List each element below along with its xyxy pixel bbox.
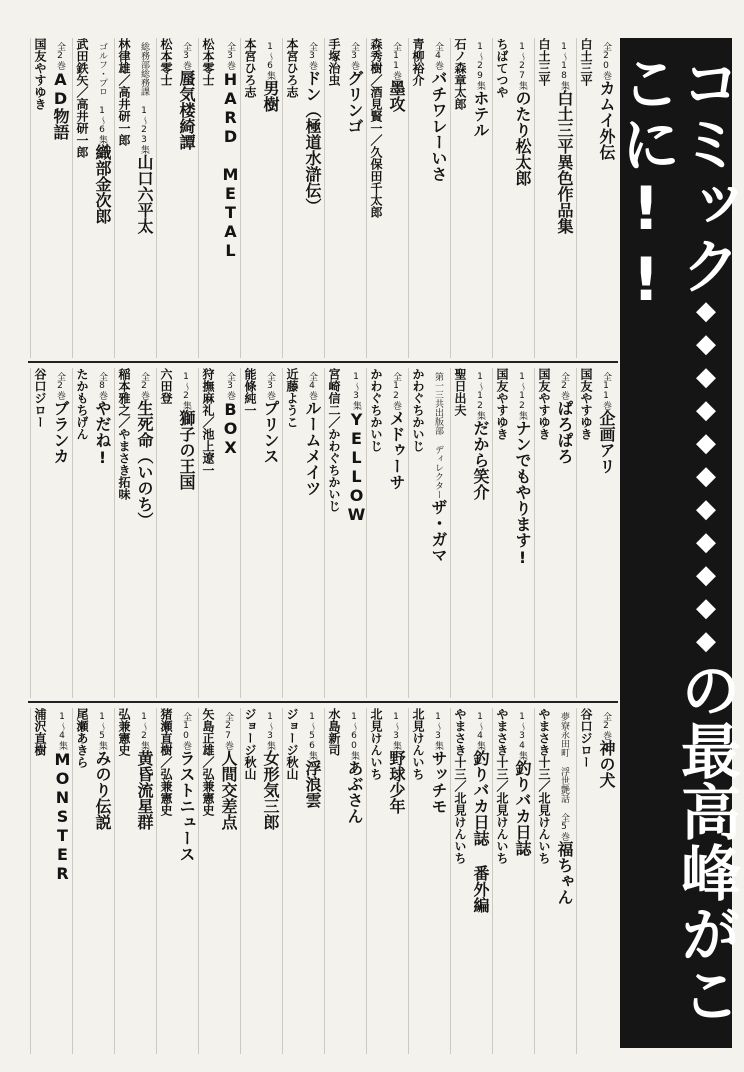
catalog-entry <box>198 368 240 698</box>
entry-desc-column <box>158 708 176 1054</box>
entry-title: グリンゴ <box>345 70 364 134</box>
catalog-entry <box>408 38 450 358</box>
entry-volume-count: 1〜60集 <box>349 712 359 760</box>
entry-desc-column <box>494 368 512 698</box>
entry-title-column <box>554 368 576 698</box>
section-2 <box>28 368 618 698</box>
catalog-entry <box>492 368 534 698</box>
entry-title: みのり伝説 <box>93 750 112 830</box>
entry-author: やまさき十三／北見けんいち <box>537 708 551 864</box>
entry-title: BOX <box>221 400 240 457</box>
entry-author: 国友やすゆき <box>495 368 509 440</box>
entry-title: AD物語 <box>51 70 70 140</box>
entry-title-column <box>428 368 450 698</box>
entry-title-column <box>134 368 156 698</box>
entry-desc-column <box>284 38 302 358</box>
entry-title: ザ・ガマ <box>429 499 448 563</box>
catalog-entry <box>324 38 366 358</box>
catalog-entry <box>324 708 366 1054</box>
entry-desc-column <box>452 38 470 358</box>
entry-desc-column <box>242 368 260 698</box>
entry-desc-column <box>494 38 512 358</box>
entry-author: 北見けんいち <box>369 708 383 780</box>
entry-desc-column <box>284 368 302 698</box>
entry-volume-count: 全3巻 <box>181 42 191 70</box>
entry-volume-count: 1〜56集 <box>307 712 317 760</box>
entry-volume-count: 全2巻 <box>55 42 65 70</box>
entry-author: 尾瀬あきら <box>75 708 89 768</box>
entry-title-column <box>344 368 366 698</box>
entry-volume-count: 全27巻 <box>223 712 233 750</box>
entry-volume-count: 全20巻 <box>601 42 611 80</box>
entry-author: 北見けんいち <box>411 708 425 780</box>
entry-desc-column <box>74 708 92 1054</box>
catalog-entry <box>366 708 408 1054</box>
entry-volume-count: 全3巻 <box>225 372 235 400</box>
catalog-entry <box>366 38 408 358</box>
entry-volume-count: 1〜4集 <box>57 712 67 750</box>
catalog-entry <box>156 708 198 1054</box>
entry-volume-count: 全10巻 <box>181 712 191 750</box>
entry-desc-column <box>116 38 134 358</box>
section-divider <box>28 361 618 363</box>
entry-title-column <box>92 38 114 358</box>
entry-volume-count: 1〜5集 <box>97 712 107 750</box>
entry-title: 獅子の王国 <box>177 410 196 490</box>
entry-desc-column <box>326 38 344 358</box>
entry-title: ぱろぱろ <box>555 400 574 464</box>
entry-author: 本宮ひろ志 <box>285 38 299 98</box>
entry-author: 能條純一 <box>243 368 257 416</box>
entry-title: メドゥーサ <box>387 410 406 490</box>
entry-title-column <box>92 708 114 1054</box>
entry-volume-count: 全4巻 <box>433 42 443 70</box>
entry-title-column <box>512 368 534 698</box>
entry-volume-count: 1〜3集 <box>351 372 361 410</box>
entry-desc-column <box>116 368 134 698</box>
entry-author: かわぐちかいじ <box>411 368 425 452</box>
entry-volume-count: 1〜27集 <box>517 42 527 90</box>
entry-title: MONSTER <box>53 750 72 883</box>
entry-title-column <box>50 368 72 698</box>
entry-title-column <box>470 368 492 698</box>
entry-desc-column <box>368 708 386 1054</box>
entry-title-column <box>176 368 198 698</box>
entry-desc-column <box>578 708 596 1054</box>
entry-title-column <box>596 708 618 1054</box>
catalog-entry <box>366 368 408 698</box>
entry-volume-count: 1〜12集 <box>517 372 527 420</box>
entry-title-column <box>554 708 576 1054</box>
entry-title-column <box>344 38 366 358</box>
entry-title-column <box>302 368 324 698</box>
entry-volume-count: 1〜3集 <box>391 712 401 750</box>
entry-desc-column <box>452 368 470 698</box>
entry-volume-count: 1〜29集 <box>475 42 485 90</box>
entry-desc-column <box>578 38 596 358</box>
catalog-entry <box>198 708 240 1054</box>
entry-desc-column <box>410 38 428 358</box>
entry-title-column <box>50 38 72 358</box>
entry-desc-column <box>284 708 302 1054</box>
entry-volume-count: 全3巻 <box>307 42 317 70</box>
catalog-entry <box>534 708 576 1054</box>
catalog-entry <box>576 708 618 1054</box>
entry-desc-column <box>242 38 260 358</box>
entry-volume-count: 1〜34集 <box>517 712 527 760</box>
entry-volume-count: 1〜6集 <box>265 42 275 80</box>
entry-author: 国友やすゆき <box>33 38 47 110</box>
catalog-entry <box>30 38 72 358</box>
entry-author: 六田登 <box>159 368 173 404</box>
entry-author: 松本零士 <box>201 38 215 86</box>
section-1 <box>28 38 618 358</box>
banner-title <box>611 52 741 1048</box>
entry-title: HARD METAL <box>221 70 240 260</box>
entry-volume-count: 全2巻 <box>601 712 611 740</box>
catalog-entry <box>450 368 492 698</box>
entry-desc-column <box>536 368 554 698</box>
entry-author: 稲本雅之／やまさき拓味 <box>117 368 131 500</box>
entry-title: ラストニュース <box>177 750 196 862</box>
entry-title: あぶさん <box>345 760 364 824</box>
entry-desc-column <box>494 708 512 1054</box>
entry-desc-column <box>74 368 92 698</box>
entry-author: 弘兼憲史 <box>117 708 131 756</box>
banner-title-part: コミック <box>671 52 741 296</box>
entry-volume-count: 全3巻 <box>225 42 235 70</box>
entry-title-column <box>428 708 450 1054</box>
entry-volume-count: 全11巻 <box>391 42 401 80</box>
entry-title: 蜃気楼綺譚 <box>177 70 196 150</box>
catalog-entry <box>282 38 324 358</box>
entry-title: ブランカ <box>51 400 70 464</box>
entry-volume-count: 1〜4集 <box>475 712 485 750</box>
entry-desc-column <box>200 368 218 698</box>
entry-volume-count: 全2巻 <box>559 372 569 400</box>
entry-title: 織部金次郎 <box>93 144 112 224</box>
entry-volume-count: 1〜12集 <box>475 372 485 420</box>
entry-title: 釣りバカ日誌 番外編 <box>471 750 490 913</box>
entry-title: 男樹 <box>261 80 280 112</box>
entry-title: 釣りバカ日誌 <box>513 760 532 856</box>
banner-title-part: の最高峰がここに!! <box>611 52 741 1025</box>
entry-desc-column <box>32 38 50 358</box>
catalog-entry <box>30 368 72 698</box>
entry-desc-column <box>200 38 218 358</box>
entry-title-column <box>596 368 618 698</box>
entry-author: ジョージ秋山 <box>285 708 299 780</box>
entry-author: 聖日出夫 <box>453 368 467 416</box>
entry-title: 浮浪雲 <box>303 760 322 808</box>
catalog-entry <box>72 708 114 1054</box>
entry-title: 福ちゃん <box>555 841 574 905</box>
entry-volume-count: 全2巻 <box>55 372 65 400</box>
entry-title: ルームメイツ <box>303 400 322 496</box>
entry-desc-column <box>116 708 134 1054</box>
entry-title-column <box>176 38 198 358</box>
entry-title-column <box>260 708 282 1054</box>
entry-author: 浦沢直樹 <box>33 708 47 756</box>
entry-title-column <box>344 708 366 1054</box>
entry-author: たかもちげん <box>75 368 89 440</box>
entry-volume-count: 全2巻 <box>139 372 149 400</box>
entry-desc-column <box>32 368 50 698</box>
catalog-entry <box>408 368 450 698</box>
entry-title-column <box>218 708 240 1054</box>
entry-author: 矢島正雄／弘兼憲史 <box>201 708 215 816</box>
catalog-entry <box>72 38 114 358</box>
catalog-entry <box>30 708 72 1054</box>
catalog-entry <box>324 368 366 698</box>
entry-desc-column <box>158 38 176 358</box>
entry-author: 水島新司 <box>327 708 341 756</box>
entry-author: 谷口ジロー <box>33 368 47 428</box>
entry-author: 松本零士 <box>159 38 173 86</box>
entry-volume-count: 全3巻 <box>349 42 359 70</box>
entry-title-column <box>92 368 114 698</box>
entry-author: 狩撫麻礼／池上遼一 <box>201 368 215 476</box>
entry-desc-column <box>326 368 344 698</box>
entry-volume-count: 全3巻 <box>265 372 275 400</box>
entry-title-column <box>302 708 324 1054</box>
catalog-entry <box>114 708 156 1054</box>
banner-title-text <box>611 52 741 1025</box>
entry-title-column <box>134 38 156 358</box>
entry-author: 近藤ようこ <box>285 368 299 428</box>
entry-title-column <box>302 38 324 358</box>
catalog-entry <box>114 368 156 698</box>
entry-title: カムイ外伝 <box>597 80 616 160</box>
catalog-entry <box>450 708 492 1054</box>
entry-title: 野球少年 <box>387 750 406 814</box>
entry-author: ジョージ秋山 <box>243 708 257 780</box>
catalog-entry <box>408 708 450 1054</box>
entry-title: 企画アリ <box>597 410 616 474</box>
entry-volume-count: 1〜18集 <box>559 42 569 90</box>
entry-title-column <box>260 368 282 698</box>
entry-volume-count: 1〜3集 <box>265 712 275 750</box>
entry-title: ナンでもやります! <box>513 420 532 567</box>
entry-title: 人間交差点 <box>219 750 238 830</box>
entry-title-column <box>512 708 534 1054</box>
entry-title-column <box>386 38 408 358</box>
entry-title-column <box>386 708 408 1054</box>
entry-title-column <box>218 368 240 698</box>
entry-title-column <box>260 38 282 358</box>
entry-title-column <box>386 368 408 698</box>
entry-title: バチワレーいさ <box>429 70 448 182</box>
catalog-entry <box>156 368 198 698</box>
catalog-entry <box>198 38 240 358</box>
entry-title: 生死命（いのち） <box>135 400 154 528</box>
entry-volume-count: 全4巻 <box>307 372 317 400</box>
catalog-entry <box>534 38 576 358</box>
entry-title-column <box>554 38 576 358</box>
catalog-entry <box>240 708 282 1054</box>
section-divider <box>28 701 618 703</box>
entry-title-column <box>470 38 492 358</box>
entry-title: ホテル <box>471 90 490 138</box>
entry-title: 黄昏流星群 <box>135 750 154 830</box>
entry-author: 白土三平 <box>579 38 593 86</box>
entry-author: 国友やすゆき <box>537 368 551 440</box>
entry-author: 青柳裕介 <box>411 38 425 86</box>
entry-volume-count: 全8巻 <box>97 372 107 400</box>
entry-author: 猪瀬直樹／弘兼憲史 <box>159 708 173 816</box>
entry-author: 石ノ森章太郎 <box>453 38 467 110</box>
entry-desc-column <box>410 368 428 698</box>
catalog-entry <box>492 708 534 1054</box>
entry-author: 林律雄／高井研一郎 <box>117 38 131 146</box>
entry-desc-column <box>578 368 596 698</box>
entry-desc-column <box>158 368 176 698</box>
entry-desc-column <box>368 38 386 358</box>
entry-title: 神の犬 <box>597 740 616 788</box>
entry-volume-count: 第一三共出版部 ディレクター <box>433 372 443 499</box>
catalog-entry <box>492 38 534 358</box>
entry-title: だから笑介 <box>471 420 490 500</box>
entry-title-column <box>176 708 198 1054</box>
catalog-entry <box>156 38 198 358</box>
entry-title: YELLOW <box>347 410 366 524</box>
catalog-entry <box>282 368 324 698</box>
catalog-entry <box>240 368 282 698</box>
entry-title: やだね! <box>93 400 112 467</box>
title-banner <box>611 38 741 1048</box>
section-3 <box>28 708 618 1054</box>
entry-desc-column <box>410 708 428 1054</box>
entry-author: やまさき十三／北見けんいち <box>453 708 467 864</box>
entry-title-column <box>512 38 534 358</box>
entry-volume-count: 1〜3集 <box>433 712 443 750</box>
entry-volume-count: ゴルフ・プロ 1〜6集 <box>97 42 107 144</box>
entry-title: 山口六平太 <box>135 154 154 234</box>
entry-desc-column <box>242 708 260 1054</box>
entry-title-column <box>50 708 72 1054</box>
entry-volume-count: 1〜2集 <box>181 372 191 410</box>
entry-title: サッチモ <box>429 750 448 814</box>
entry-author: 宮崎信二／かわぐちかいじ <box>327 368 341 512</box>
catalog-entry <box>534 368 576 698</box>
catalog-entry <box>72 368 114 698</box>
entry-title: プリンス <box>261 400 280 464</box>
entry-author: 本宮ひろ志 <box>243 38 257 98</box>
entry-volume-count: 総務部総務課 1〜23集 <box>139 42 149 154</box>
entry-author: 手塚治虫 <box>327 38 341 86</box>
entry-desc-column <box>32 708 50 1054</box>
entry-title: 白土三平異色作品集 <box>555 90 574 234</box>
entry-author: やまさき十三／北見けんいち <box>495 708 509 864</box>
entry-volume-count: 1〜2集 <box>139 712 149 750</box>
entry-desc-column <box>368 368 386 698</box>
entry-title: 墨攻 <box>387 80 406 112</box>
entry-title: ドン（極道水滸伝） <box>303 70 322 214</box>
catalog-entry <box>282 708 324 1054</box>
diamond-row: ◆◆◆◆◆◆◆◆◆◆◆ <box>691 296 721 659</box>
entry-title: 女形気三郎 <box>261 750 280 830</box>
entry-volume-count: 全12巻 <box>391 372 401 410</box>
entry-title-column <box>428 38 450 358</box>
entry-desc-column <box>326 708 344 1054</box>
entry-desc-column <box>452 708 470 1054</box>
entry-volume-count: 全11巻 <box>601 372 611 410</box>
entry-author: 白土三平 <box>537 38 551 86</box>
entry-title-column <box>218 38 240 358</box>
catalog-entry <box>450 38 492 358</box>
entry-author: 森秀樹／酒見賢一／久保田千太郎 <box>369 38 383 218</box>
entry-desc-column <box>200 708 218 1054</box>
catalog-entry <box>240 38 282 358</box>
entry-author: 武田鉄矢／高井研一郎 <box>75 38 89 158</box>
entry-author: かわぐちかいじ <box>369 368 383 452</box>
entry-title-column <box>134 708 156 1054</box>
entry-desc-column <box>74 38 92 358</box>
entry-author: 谷口ジロー <box>579 708 593 768</box>
entry-title: のたり松太郎 <box>513 90 532 186</box>
catalog-entry <box>114 38 156 358</box>
entry-author: 国友やすゆき <box>579 368 593 440</box>
entry-desc-column <box>536 708 554 1054</box>
entry-title-column <box>470 708 492 1054</box>
catalog-entry <box>576 368 618 698</box>
entry-volume-count: 夢寮永田町 浮世艶話 全5巻 <box>559 712 569 841</box>
entry-author: ちばてつや <box>495 38 509 98</box>
entry-desc-column <box>536 38 554 358</box>
